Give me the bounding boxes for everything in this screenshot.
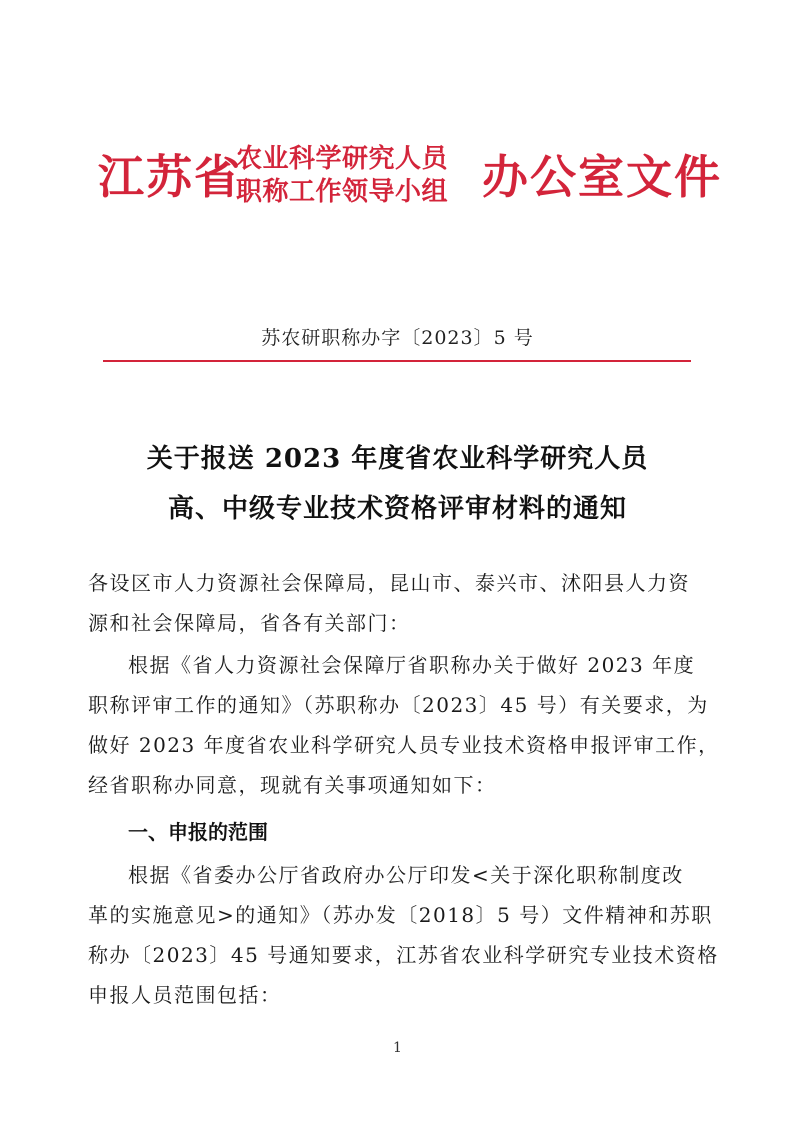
letterhead-organization (236, 143, 448, 209)
recipients-line2: 源和社会保障局，省各有关部门： (88, 611, 411, 635)
document-title-line2: 高、中级专业技术资格评审材料的通知 (167, 494, 627, 524)
scope-line2: 革的实施意见>的通知》（苏办发〔2018〕5 号）文件精神和苏职 (88, 903, 713, 927)
scope-line3: 称办〔2023〕45 号通知要求，江苏省农业科学研究专业技术资格 (88, 943, 719, 967)
intro-paragraph (88, 645, 720, 805)
letterhead-org-line2: 职称工作领导小组 (236, 177, 449, 207)
scope-line1: 根据《省委办公厅省政府办公厅印发<关于深化职称制度改 (128, 863, 684, 887)
document-title-line1: 关于报送 2023 年度省农业科学研究人员 (146, 444, 649, 474)
intro-line1: 根据《省人力资源社会保障厅省职称办关于做好 2023 年度 (128, 653, 696, 677)
scope-line4: 申报人员范围包括： (88, 983, 282, 1007)
letterhead-org-line1: 农业科学研究人员 (236, 144, 449, 174)
scope-paragraph (88, 855, 719, 1015)
recipients-line1: 各设区市人力资源社会保障局，昆山市、泰兴市、沭阳县人力资 (88, 571, 690, 595)
page-number: 1 (393, 1040, 402, 1056)
intro-line4: 经省职称办同意，现就有关事项通知如下： (88, 773, 497, 797)
letterhead-office-document: 办公室文件 (482, 150, 722, 204)
recipients-paragraph (88, 563, 708, 643)
intro-line2: 职称评审工作的通知》（苏职称办〔2023〕45 号）有关要求，为 (88, 693, 709, 717)
section-heading-scope: 一、申报的范围 (128, 820, 268, 844)
intro-line3: 做好 2023 年度省农业科学研究人员专业技术资格申报评审工作， (88, 733, 720, 757)
red-divider-line (103, 360, 691, 362)
document-number: 苏农研职称办字〔2023〕5 号 (261, 327, 534, 349)
letterhead (0, 138, 795, 218)
letterhead-province: 江苏省 (98, 150, 242, 204)
